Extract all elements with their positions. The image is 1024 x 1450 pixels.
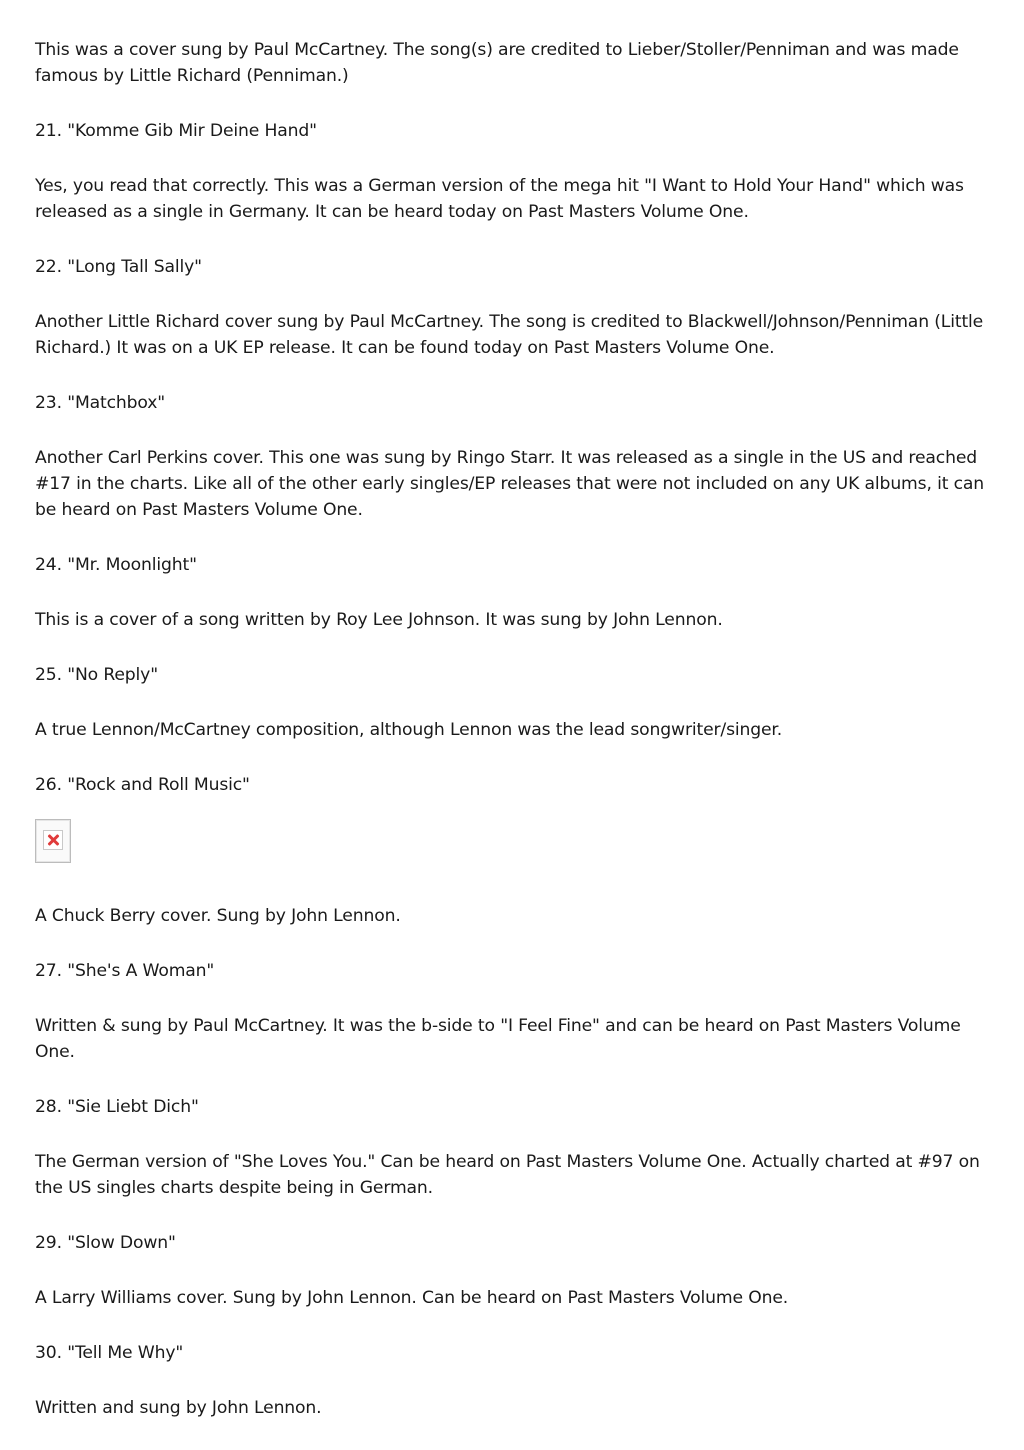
paragraph-24: This is a cover of a song written by Roy Lee Johnson. It was sung by John Lennon. (35, 610, 723, 630)
paragraph-30: Written and sung by John Lennon. (35, 1398, 322, 1418)
song-heading-27: 27. "She's A Woman" (35, 961, 215, 981)
song-heading-24: 24. "Mr. Moonlight" (35, 555, 197, 575)
paragraph-21: Yes, you read that correctly. This was a German version of the mega hit "I Want to Hold Your Hand" which was released as a single in Germany. It can be heard today on Past Masters Volume One. (35, 176, 964, 222)
broken-image-icon (43, 830, 63, 850)
paragraph-29: A Larry Williams cover. Sung by John Lennon. Can be heard on Past Masters Volume One. (35, 1288, 789, 1308)
paragraph-intro: This was a cover sung by Paul McCartney. The song(s) are credited to Lieber/Stoller/Penniman and was made famous by Little Richard (Penniman.) (35, 40, 959, 86)
document-body (35, 37, 990, 1450)
paragraph-22: Another Little Richard cover sung by Paul McCartney. The song is credited to Blackwell/Johnson/Penniman (Little Richard.) It was on a UK EP release. It can be found today on Past Masters Volume One. (35, 312, 984, 358)
paragraph-28: The German version of "She Loves You." Can be heard on Past Masters Volume One. Actually charted at #97 on the US singles charts despite being in German. (35, 1152, 980, 1198)
song-heading-26: 26. "Rock and Roll Music" (35, 775, 250, 795)
paragraph-25: A true Lennon/McCartney composition, although Lennon was the lead songwriter/singer. (35, 720, 783, 740)
paragraph-23: Another Carl Perkins cover. This one was sung by Ringo Starr. It was released as a single in the US and reached #17 in the charts. Like all of the other early singles/EP releases that were not included on any UK albums, it can be heard on Past Masters Volume One. (35, 448, 985, 520)
paragraph-27: Written & sung by Paul McCartney. It was the b-side to "I Feel Fine" and can be heard on Past Masters Volume One. (35, 1016, 961, 1062)
song-heading-21: 21. "Komme Gib Mir Deine Hand" (35, 121, 317, 141)
song-heading-23: 23. "Matchbox" (35, 393, 166, 413)
paragraph-26: A Chuck Berry cover. Sung by John Lennon. (35, 906, 401, 926)
broken-image-placeholder (35, 819, 71, 863)
song-heading-22: 22. "Long Tall Sally" (35, 257, 202, 277)
song-heading-28: 28. "Sie Liebt Dich" (35, 1097, 199, 1117)
song-heading-25: 25. "No Reply" (35, 665, 158, 685)
song-heading-29: 29. "Slow Down" (35, 1233, 176, 1253)
song-heading-30: 30. "Tell Me Why" (35, 1343, 184, 1363)
